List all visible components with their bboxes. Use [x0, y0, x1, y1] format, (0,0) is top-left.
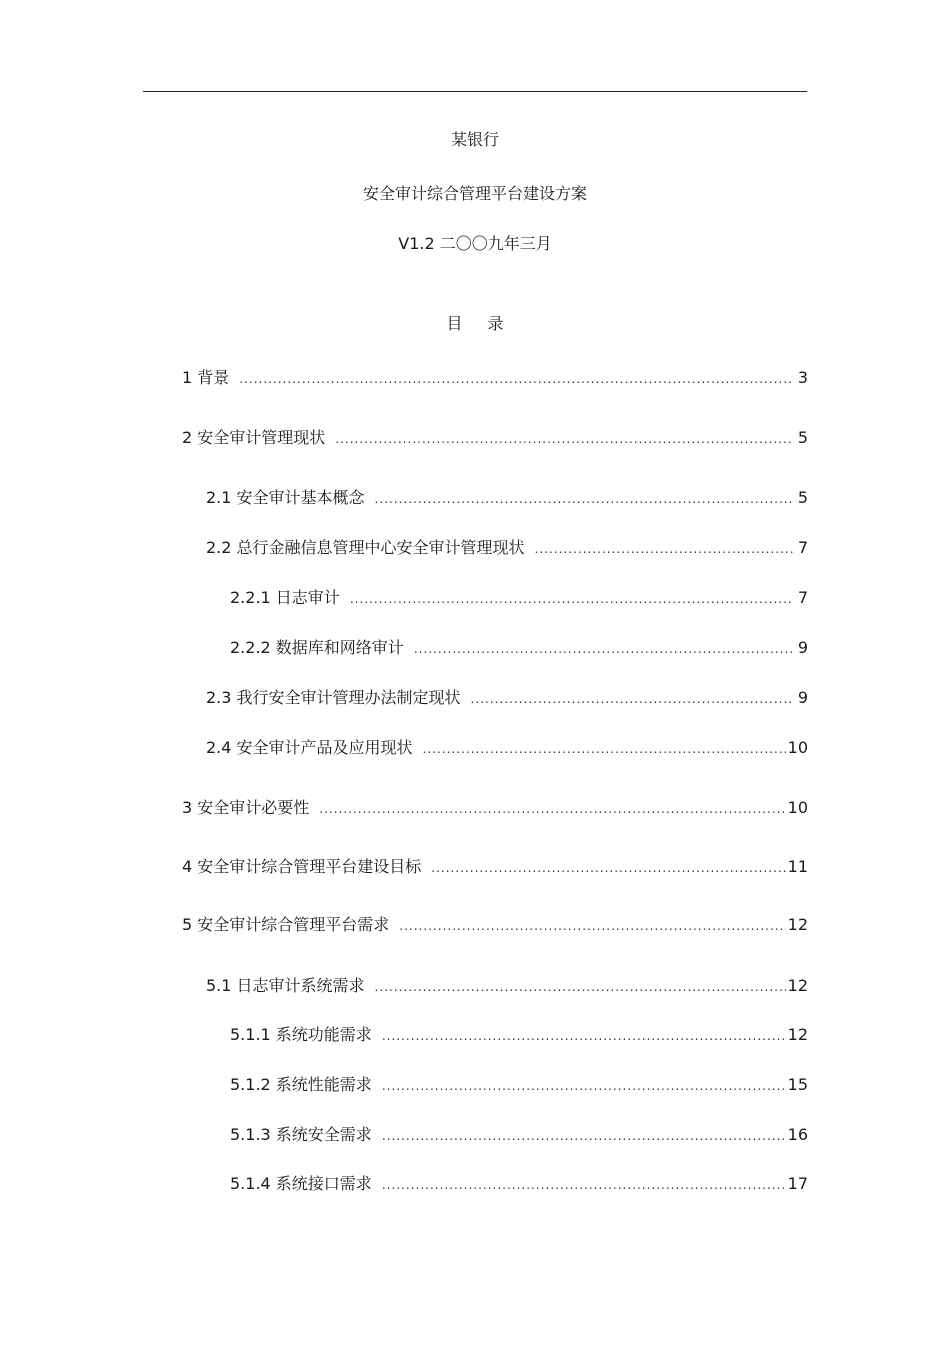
toc-entry-label: 2.4 安全审计产品及应用现状	[206, 738, 413, 757]
toc-entry-2-2[interactable]	[206, 537, 808, 559]
document-title: 安全审计综合管理平台建设方案	[362, 184, 587, 203]
toc-entry-2[interactable]	[182, 427, 808, 449]
toc-entry-label: 2.2.1 日志审计	[230, 588, 340, 607]
toc-leader-dots	[399, 915, 785, 937]
toc-entry-page: 17	[787, 1174, 808, 1193]
toc-leader-dots	[431, 857, 785, 879]
toc-entry-label: 5.1.4 系统接口需求	[230, 1174, 372, 1193]
toc-entry-label: 5.1 日志审计系统需求	[206, 976, 365, 995]
header-rule	[143, 91, 807, 92]
toc-leader-dots	[350, 588, 794, 610]
toc-entry-3[interactable]	[182, 797, 808, 819]
toc-entry-label: 5 安全审计综合管理平台需求	[182, 915, 390, 934]
toc-entry-5-1-4[interactable]	[230, 1173, 808, 1195]
toc-leader-dots	[239, 368, 794, 390]
toc-entry-page: 9	[797, 638, 808, 657]
toc-entry-2-2-2[interactable]	[230, 637, 808, 659]
version-date: V1.2 二〇〇九年三月	[398, 234, 552, 253]
toc-entry-2-4[interactable]	[206, 737, 808, 759]
toc-entry-5-1-3[interactable]	[230, 1124, 808, 1146]
toc-entry-page: 12	[787, 915, 808, 934]
toc-entry-label: 2.2.2 数据库和网络审计	[230, 638, 404, 657]
toc-entry-page: 11	[787, 857, 808, 876]
toc-entry-page: 5	[797, 488, 808, 507]
toc-entry-label: 3 安全审计必要性	[182, 798, 310, 817]
toc-entry-label: 1 背景	[182, 368, 230, 387]
toc-entry-label: 5.1.3 系统安全需求	[230, 1125, 372, 1144]
toc-entry-label: 5.1.2 系统性能需求	[230, 1075, 372, 1094]
toc-entry-page: 10	[787, 798, 808, 817]
toc-leader-dots	[382, 1075, 786, 1097]
toc-entry-2-2-1[interactable]	[230, 587, 808, 609]
toc-leader-dots	[535, 538, 794, 560]
toc-leader-dots	[382, 1174, 786, 1196]
toc-entry-4[interactable]	[182, 856, 808, 878]
toc-entry-1[interactable]	[182, 367, 808, 389]
toc-leader-dots	[414, 638, 794, 660]
toc-leader-dots	[471, 688, 794, 710]
toc-entry-page: 5	[797, 428, 808, 447]
toc-entry-5-1-1[interactable]	[230, 1024, 808, 1046]
toc-leader-dots	[382, 1025, 786, 1047]
organization-name: 某银行	[450, 130, 499, 149]
toc-entry-5-1[interactable]	[206, 975, 808, 997]
toc-entry-label: 2.2 总行金融信息管理中心安全审计管理现状	[206, 538, 525, 557]
toc-entry-label: 2 安全审计管理现状	[182, 428, 326, 447]
toc-entry-label: 2.3 我行安全审计管理办法制定现状	[206, 688, 461, 707]
toc-entry-page: 3	[797, 368, 808, 387]
toc-leader-dots	[375, 488, 794, 510]
toc-leader-dots	[319, 798, 785, 820]
toc-leader-dots	[423, 738, 786, 760]
toc-entry-page: 15	[787, 1075, 808, 1094]
toc-entry-5[interactable]	[182, 914, 808, 936]
toc-entry-page: 7	[797, 538, 808, 557]
toc-entry-page: 9	[797, 688, 808, 707]
toc-heading: 目 录	[446, 314, 514, 333]
toc-entry-page: 12	[787, 976, 808, 995]
toc-entry-label: 5.1.1 系统功能需求	[230, 1025, 372, 1044]
toc-entry-label: 2.1 安全审计基本概念	[206, 488, 365, 507]
toc-leader-dots	[382, 1125, 786, 1147]
toc-leader-dots	[335, 428, 794, 450]
toc-entry-5-1-2[interactable]	[230, 1074, 808, 1096]
toc-entry-page: 7	[797, 588, 808, 607]
toc-entry-2-1[interactable]	[206, 487, 808, 509]
toc-entry-page: 16	[787, 1125, 808, 1144]
toc-entry-2-3[interactable]	[206, 687, 808, 709]
toc-leader-dots	[375, 976, 786, 998]
toc-entry-page: 10	[787, 738, 808, 757]
toc-entry-page: 12	[787, 1025, 808, 1044]
toc-entry-label: 4 安全审计综合管理平台建设目标	[182, 857, 422, 876]
